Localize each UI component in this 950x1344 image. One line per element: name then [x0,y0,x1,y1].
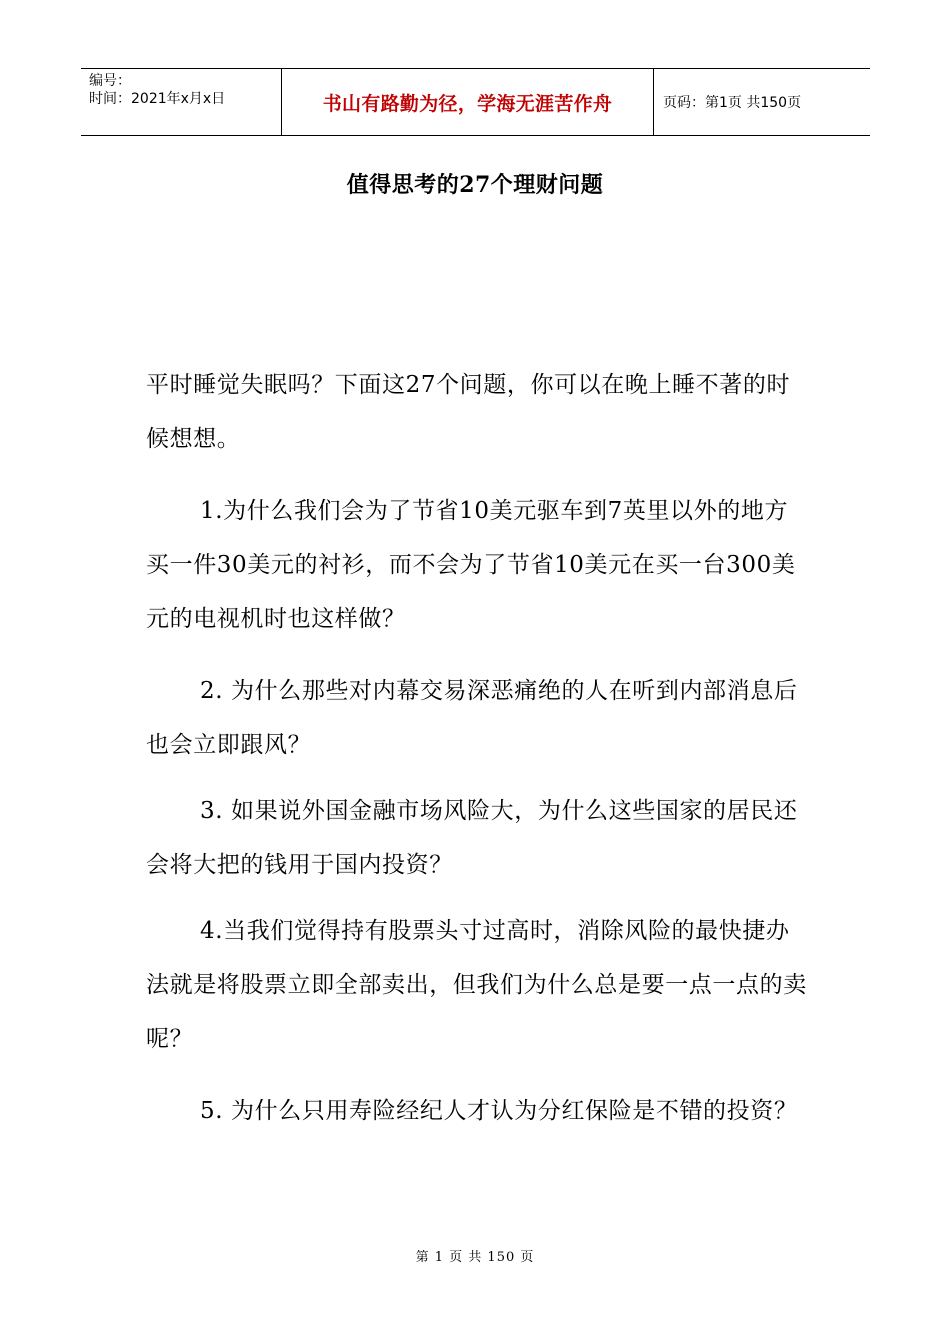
header-page-cell [654,69,870,135]
header-table [81,68,870,136]
document-title: 值得思考的27个理财问题 [346,172,604,198]
header-motto-cell [282,69,654,135]
question-paragraph: 3. 如果说外国金融市场风险大，为什么这些国家的居民还会将大把的钱用于国内投资？ [146,798,798,878]
question-block-1 [146,484,808,646]
intro-paragraph: 平时睡觉失眠吗？下面这27个问题，你可以在晚上睡不著的时候想想。 [146,372,791,452]
question-paragraph: 4.当我们觉得持有股票头寸过高时，消除风险的最快捷办法就是将股票立即全部卖出，但我们为什么总是要一点一点的卖呢？ [146,918,807,1052]
question-block-3 [146,784,808,892]
question-block-2 [146,664,808,772]
document-body [146,358,808,466]
question-paragraph: 2. 为什么那些对内幕交易深恶痛绝的人在听到内部消息后也会立即跟风？ [146,678,798,758]
header-page-info: 页码：第1页 共150页 [663,95,802,111]
document-number-label: 编号： [89,73,131,89]
question-paragraph: 1.为什么我们会为了节省10美元驱车到7英里以外的地方买一件30美元的衬衫，而不会为了节省10美元在买一台300美元的电视机时也这样做？ [146,498,796,632]
header-meta-cell [81,69,282,135]
question-block-4 [146,904,808,1066]
header-motto: 书山有路勤为径，学海无涯苦作舟 [322,92,613,115]
question-paragraph: 5. 为什么只用寿险经纪人才认为分红保险是不错的投资？ [200,1098,798,1124]
page-footer: 第 1 页 共 150 页 [415,1250,535,1265]
question-block-5 [146,1084,808,1138]
document-date: 时间：2021年x月x日 [89,91,226,107]
